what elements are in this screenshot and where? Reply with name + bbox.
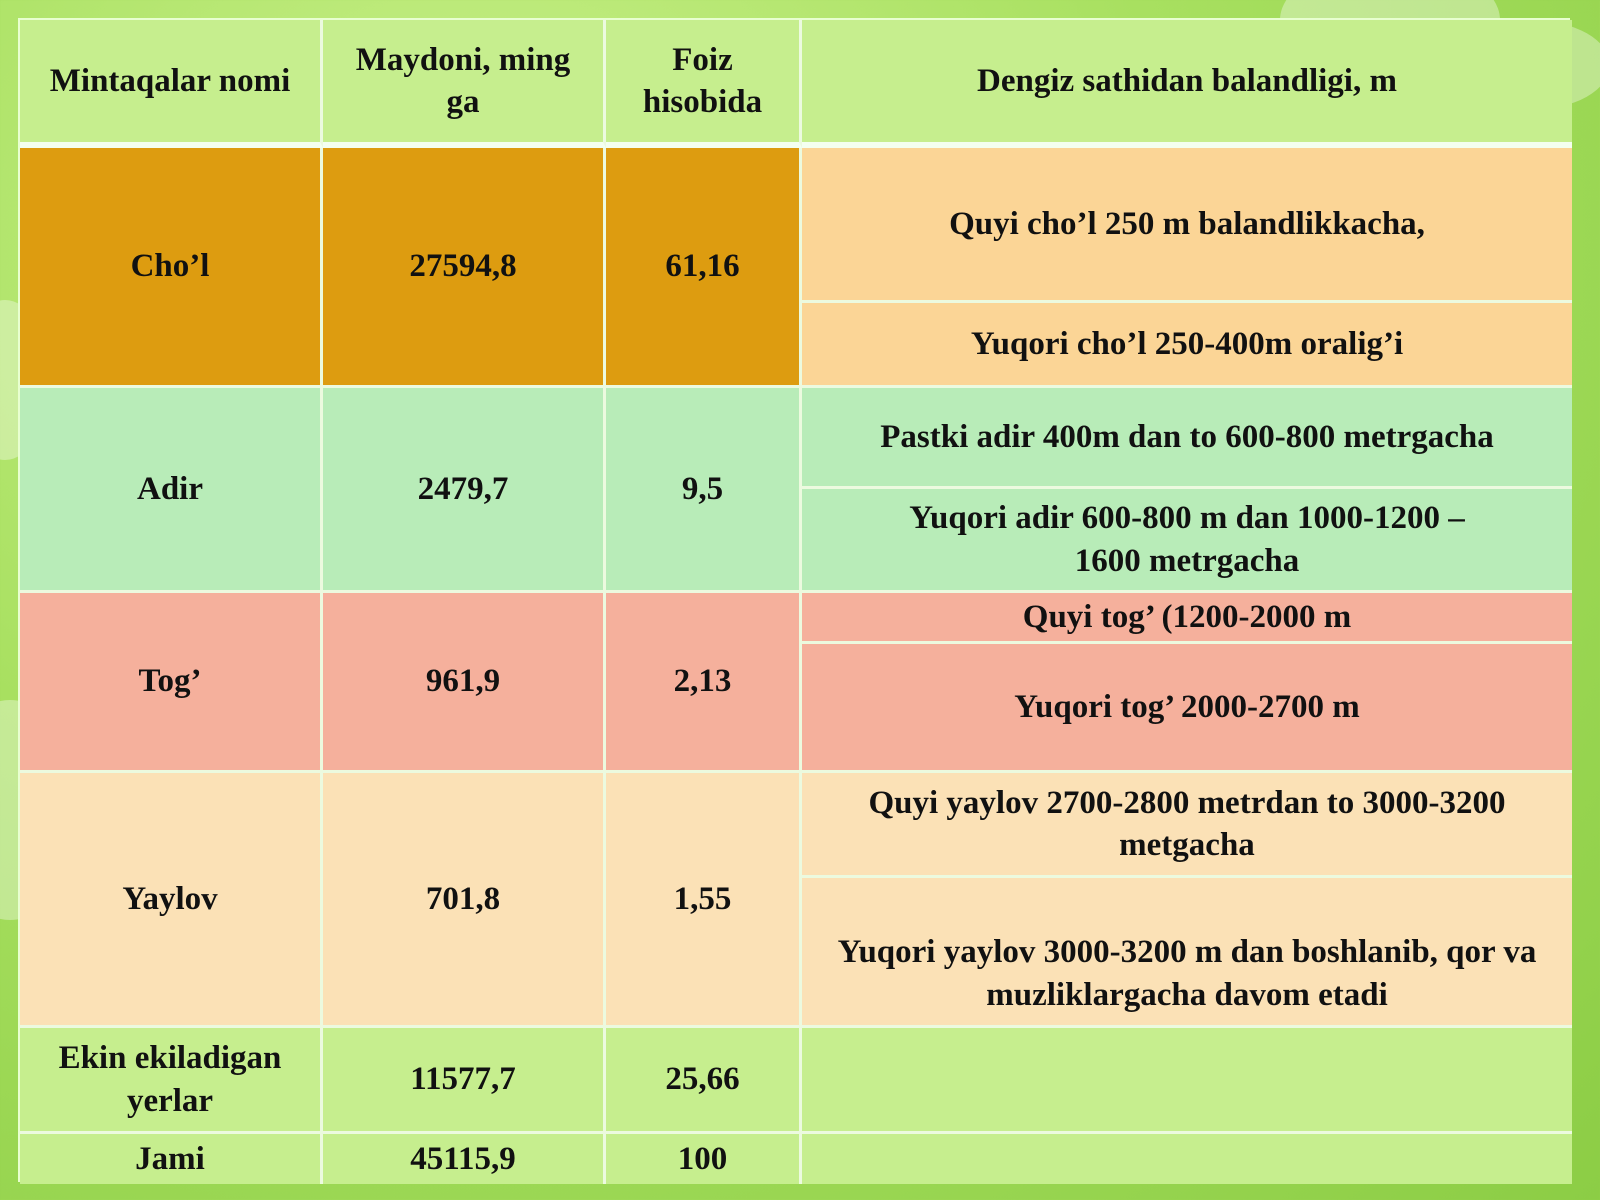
- row-chol-area: 27594,8: [323, 148, 606, 388]
- tog-lower-height: Quyi tog’ (1200-2000 m: [802, 593, 1572, 641]
- yaylov-upper-height: Yuqori yaylov 3000-3200 m dan boshlanib, qor va muzliklargacha davom etadi: [802, 875, 1572, 1025]
- row-jami-area: 45115,9: [323, 1134, 606, 1184]
- row-chol-percent: 61,16: [606, 148, 802, 388]
- yaylov-lower-height: Quyi yaylov 2700-2800 metrdan to 3000-3200 metgacha: [802, 773, 1572, 875]
- chol-upper-height: Yuqori cho’l 250-400m oralig’i: [802, 300, 1572, 385]
- chol-lower-height: Quyi cho’l 250 m balandlikkacha,: [802, 148, 1572, 300]
- tog-upper-height: Yuqori tog’ 2000-2700 m: [802, 641, 1572, 770]
- row-ekin-percent: 25,66: [606, 1028, 802, 1134]
- row-jami-elevation: [802, 1134, 1572, 1184]
- row-ekin-area: 11577,7: [323, 1028, 606, 1134]
- row-ekin-elevation: [802, 1028, 1572, 1134]
- row-tog-area: 961,9: [323, 593, 606, 773]
- row-ekin-name: Ekin ekiladigan yerlar: [20, 1028, 323, 1134]
- row-yaylov-area: 701,8: [323, 773, 606, 1028]
- adir-lower-height: Pastki adir 400m dan to 600-800 metrgacha: [802, 388, 1572, 486]
- row-yaylov-percent: 1,55: [606, 773, 802, 1028]
- row-tog-elevation: [802, 593, 1572, 773]
- row-adir-elevation: [802, 388, 1572, 593]
- adir-upper-height: Yuqori adir 600-800 m dan 1000-1200 – 1600 metrgacha: [802, 486, 1572, 590]
- row-tog-name: Tog’: [20, 593, 323, 773]
- header-percent: Foiz hisobida: [606, 20, 802, 148]
- header-area: Maydoni, ming ga: [323, 20, 606, 148]
- row-tog-percent: 2,13: [606, 593, 802, 773]
- row-chol-name: Cho’l: [20, 148, 323, 388]
- row-adir-name: Adir: [20, 388, 323, 593]
- row-yaylov-elevation: [802, 773, 1572, 1028]
- row-chol-elevation: [802, 148, 1572, 388]
- row-jami-name: Jami: [20, 1134, 323, 1184]
- row-jami-percent: 100: [606, 1134, 802, 1184]
- row-adir-area: 2479,7: [323, 388, 606, 593]
- zones-table: [18, 18, 1570, 1182]
- row-adir-percent: 9,5: [606, 388, 802, 593]
- header-zone-name: Mintaqalar nomi: [20, 20, 323, 148]
- row-yaylov-name: Yaylov: [20, 773, 323, 1028]
- header-elevation: Dengiz sathidan balandligi, m: [802, 20, 1572, 148]
